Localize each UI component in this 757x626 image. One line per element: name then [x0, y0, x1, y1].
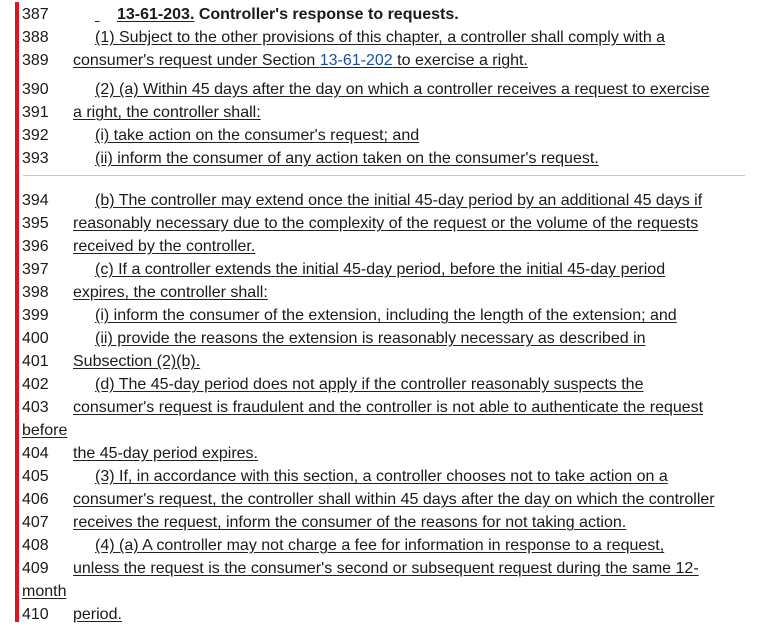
line-number: 391 — [22, 104, 49, 121]
line-number: 405 — [22, 468, 49, 485]
wrapped-word: before — [22, 422, 68, 439]
line-text: reasonably necessary due to the complexity of the request or the volume of the requests — [73, 215, 699, 232]
line-text: (1) Subject to the other provisions of this chapter, a controller shall comply with a — [95, 29, 666, 46]
line-number: 402 — [22, 376, 49, 393]
line-text: (b) The controller may extend once the initial 45-day period by an additional 45 days if — [95, 192, 703, 209]
line-text: (ii) inform the consumer of any action taken on the consumer's request. — [95, 150, 599, 167]
section-title: Controller's response to requests. — [194, 6, 459, 23]
line-text: unless the request is the consumer's second or subsequent request during the same 12- — [73, 560, 699, 577]
line-number: 390 — [22, 81, 49, 98]
line-number: 403 — [22, 399, 49, 416]
line-text: (i) inform the consumer of the extension, including the length of the extension; and — [95, 307, 677, 324]
wrapped-word: month — [22, 583, 67, 600]
line-number: 399 — [22, 307, 49, 324]
line-text: consumer's request is fraudulent and the controller is not able to authenticate the request — [73, 399, 704, 416]
section-heading — [95, 3, 459, 26]
section-link[interactable]: 13-61-202 — [319, 52, 393, 69]
line-number: 404 — [22, 445, 49, 462]
line-number: 388 — [22, 29, 49, 46]
line-text-post: to exercise a right. — [392, 52, 528, 69]
line-text: (c) If a controller extends the initial 45-day period, before the initial 45-day period — [95, 261, 666, 278]
line-text: receives the request, inform the consumer of the reasons for not taking action. — [73, 514, 627, 531]
line-number: 407 — [22, 514, 49, 531]
line-number: 392 — [22, 127, 49, 144]
line-number: 409 — [22, 560, 49, 577]
line-text: expires, the controller shall: — [73, 284, 268, 301]
line-text: (2) (a) Within 45 days after the day on which a controller receives a request to exercise — [95, 81, 710, 98]
line-text: (i) take action on the consumer's request; and — [95, 127, 420, 144]
line-number: 393 — [22, 150, 49, 167]
indent-underline — [95, 3, 117, 26]
line-text-pre: consumer's request under Section — [73, 52, 320, 69]
line-text: the 45-day period expires. — [73, 445, 258, 462]
line-number: 401 — [22, 353, 49, 370]
line-number: 389 — [22, 52, 49, 69]
page-separator — [23, 175, 745, 176]
line-text — [73, 49, 528, 72]
line-text: received by the controller. — [73, 238, 256, 255]
line-text: consumer's request, the controller shall within 45 days after the day on which the controller — [73, 491, 715, 508]
line-number: 394 — [22, 192, 49, 209]
line-number: 398 — [22, 284, 49, 301]
line-number: 395 — [22, 215, 49, 232]
line-number: 406 — [22, 491, 49, 508]
line-number: 408 — [22, 537, 49, 554]
line-text: period. — [73, 606, 122, 623]
section-number: 13-61-203. — [117, 6, 195, 23]
line-number: 387 — [22, 6, 49, 23]
line-number: 400 — [22, 330, 49, 347]
change-bar — [15, 2, 19, 622]
line-text: (ii) provide the reasons the extension is reasonably necessary as described in — [95, 330, 646, 347]
line-text: (d) The 45-day period does not apply if the controller reasonably suspects the — [95, 376, 644, 393]
line-text: a right, the controller shall: — [73, 104, 261, 121]
line-number: 410 — [22, 606, 49, 623]
line-text: (4) (a) A controller may not charge a fee for information in response to a request, — [95, 537, 665, 554]
line-number: 397 — [22, 261, 49, 278]
line-number: 396 — [22, 238, 49, 255]
line-text: (3) If, in accordance with this section, a controller chooses not to take action on a — [95, 468, 668, 485]
line-text: Subsection (2)(b). — [73, 353, 201, 370]
